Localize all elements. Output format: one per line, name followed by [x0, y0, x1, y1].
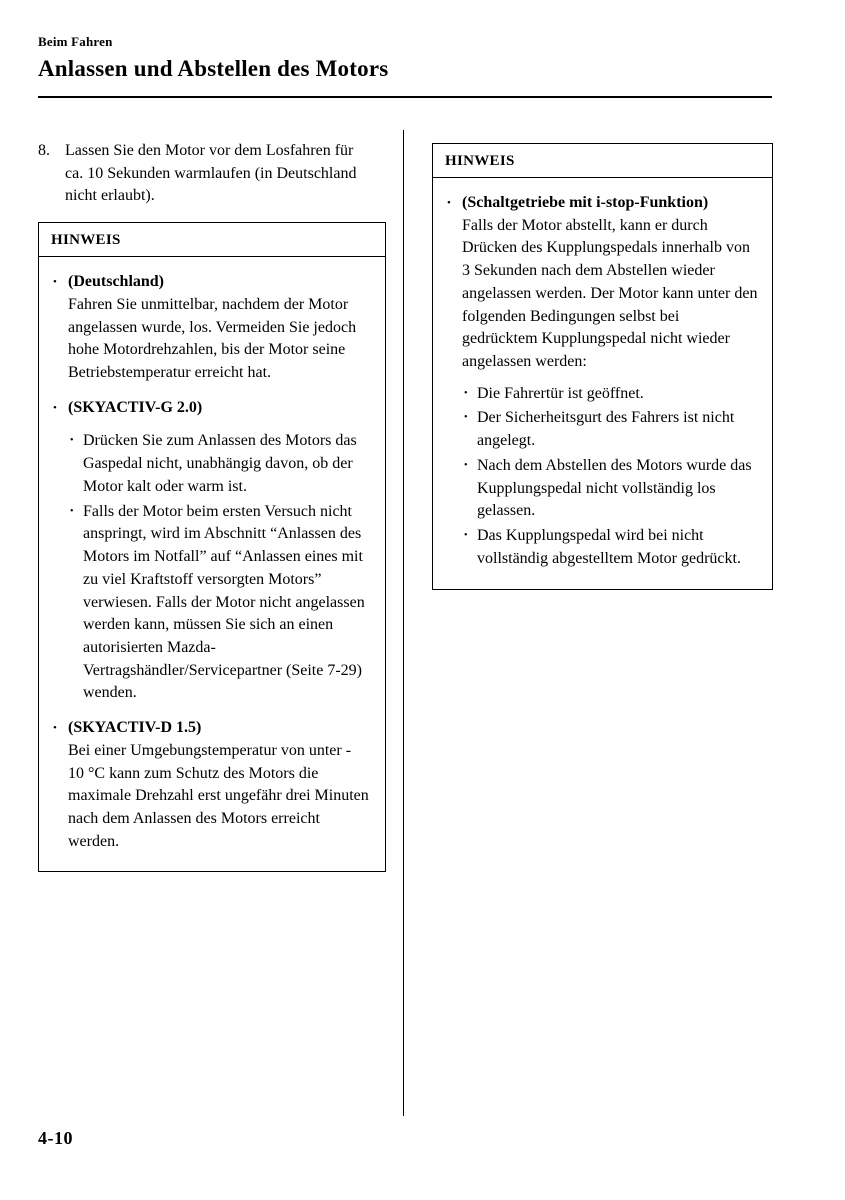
bullet-icon — [462, 455, 477, 523]
note-item-istop — [445, 192, 758, 571]
note-item-heading: (SKYACTIV-D 1.5) — [68, 719, 202, 737]
step-text: Lassen Sie den Motor vor dem Losfahren für ca. 10 Sekunden warmlaufen (in Deutschland nicht erlaubt). — [65, 142, 357, 205]
note-item-text: Fahren Sie unmittelbar, nachdem der Motor angelassen wurde, los. Vermeiden Sie jedoch hohe Motordrehzahlen, bis der Motor seine Betriebstemperatur erreicht hat. — [68, 295, 357, 382]
bullet-icon — [51, 717, 68, 853]
note-item-text: Bei einer Umgebungstemperatur von unter - 10 °C kann zum Schutz des Motors die maximale Drehzahl erst ungefähr drei Minuten nach dem Anlassen des Motors erreicht werden. — [68, 741, 369, 850]
note-item-heading: (Schaltgetriebe mit i-stop-Funktion) — [462, 194, 709, 211]
numbered-step — [38, 140, 386, 208]
bullet-icon — [462, 407, 477, 452]
note-box-body — [433, 178, 772, 589]
column-divider — [403, 130, 404, 1116]
header-rule — [38, 96, 772, 98]
note-item-deutschland — [51, 271, 371, 385]
note-sub-item-text: Der Sicherheitsgurt des Fahrers ist nicht angelegt. — [477, 409, 735, 450]
note-box-left — [38, 222, 386, 872]
note-sub-item — [462, 407, 758, 452]
note-sub-item — [68, 430, 371, 498]
note-sub-item-text: Das Kupplungspedal wird bei nicht vollständig abgestelltem Motor gedrückt. — [477, 527, 741, 567]
note-sub-item — [462, 455, 758, 523]
note-sub-item-text: Nach dem Abstellen des Motors wurde das Kupplungspedal nicht vollständig los gelassen. — [477, 456, 752, 520]
bullet-icon — [51, 397, 68, 705]
bullet-icon — [68, 501, 83, 705]
bullet-icon — [445, 192, 462, 571]
note-sub-item — [68, 501, 371, 705]
note-sub-item — [462, 383, 758, 406]
note-item-text: Falls der Motor abstellt, kann er durch Drücken des Kupplungspedals innerhalb von 3 Sekunden nach dem Abstellen wieder angelassen werden. Der Motor kann unter den folgenden Bedingungen selbst bei gedrücktem Kupplungspedal nicht wieder angelassen werden: — [462, 216, 758, 371]
note-item-skyactiv-d — [51, 717, 371, 853]
note-item-heading: (SKYACTIV-G 2.0) — [68, 398, 203, 416]
note-box-body — [39, 257, 385, 871]
bullet-icon — [462, 383, 477, 406]
bullet-icon — [462, 525, 477, 570]
note-item-skyactiv-g — [51, 397, 371, 705]
note-sub-item-text: Die Fahrertür ist geöffnet. — [477, 384, 644, 402]
left-column — [38, 140, 386, 872]
note-sub-list — [462, 383, 758, 571]
bullet-icon — [68, 430, 83, 498]
note-box-title: HINWEIS — [433, 144, 772, 178]
note-sub-item — [462, 525, 758, 570]
bullet-icon — [51, 271, 68, 385]
page-number: 4-10 — [38, 1128, 73, 1148]
page-header — [38, 34, 772, 82]
step-number: 8. — [38, 142, 50, 159]
right-column — [432, 143, 773, 590]
note-sub-item-text: Falls der Motor beim ersten Versuch nicht anspringt, wird im Abschnitt “Anlassen des Motors im Notfall” auf “Anlassen eines mit zu viel Kraftstoff versorgten Motors” verwiesen. Falls der Motor nicht angelassen werden kann, müssen Sie sich an einen autorisierten Mazda-Vertragshändler/Servicepartner (Seite 7-29) wenden. — [83, 502, 365, 702]
note-box-right — [432, 143, 773, 590]
note-sub-list — [68, 430, 371, 705]
section-label: Beim Fahren — [38, 34, 113, 49]
note-item-heading: (Deutschland) — [68, 273, 165, 291]
note-box-title: HINWEIS — [39, 223, 385, 257]
note-sub-item-text: Drücken Sie zum Anlassen des Motors das Gaspedal nicht, unabhängig davon, ob der Motor kalt oder warm ist. — [83, 432, 357, 495]
page-title: Anlassen und Abstellen des Motors — [38, 56, 389, 81]
